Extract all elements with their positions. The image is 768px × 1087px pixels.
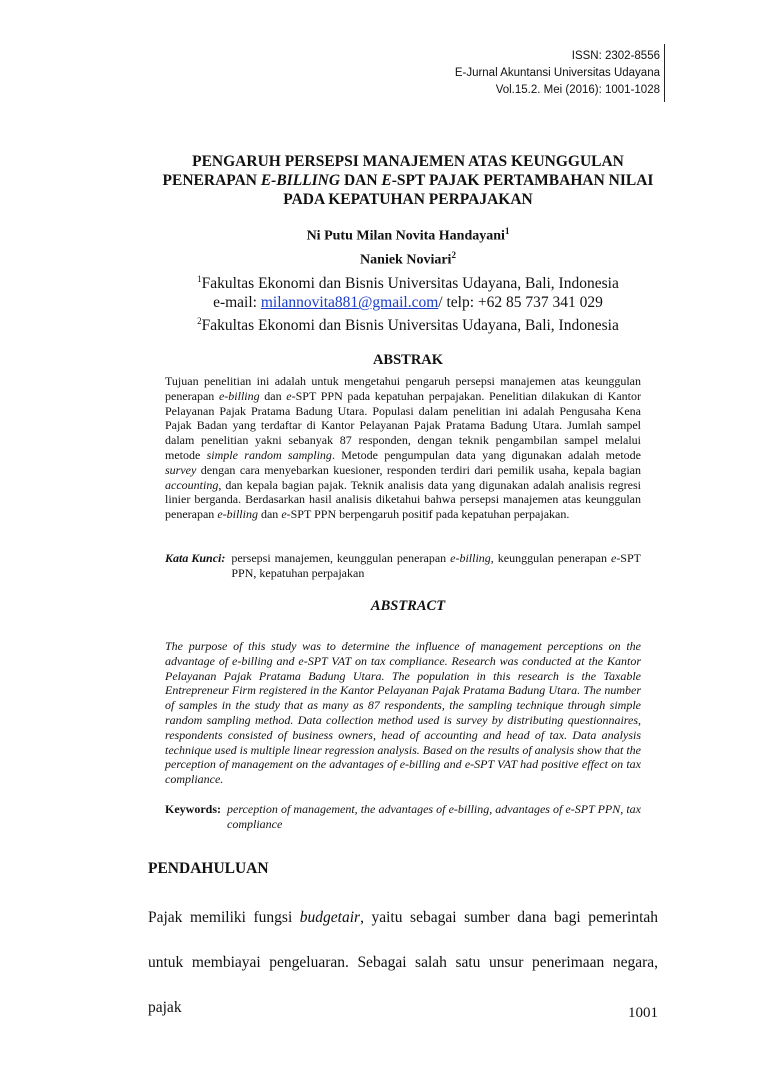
abstrak-emphasis: e-billing [218,388,260,403]
abstrak-emphasis: e [286,388,292,403]
aff-text: Fakultas Ekonomi dan Bisnis Universitas Udayana, Bali, Indonesia [201,275,619,293]
abstrak-text: dan [257,507,282,522]
aff-sup: 2 [197,316,202,327]
author-name: Naniek Noviari [360,252,452,268]
keywords-text: perception of management, the advantages of e-billing, advantages of e-SPT PPN, tax compliance [227,802,641,831]
intro-paragraph [148,895,658,1030]
author-1 [148,222,668,246]
journal-header [455,48,660,99]
title-line-3: PADA KEPATUHAN PERPAJAKAN [283,191,533,208]
author-list [148,222,668,269]
abstrak-text: . Metode pengumpulan data yang digunakan adalah metode [331,447,642,462]
title-text: DAN [340,172,382,189]
title-emphasis: E-BILLING [260,172,341,189]
kw-emphasis: e [610,551,617,565]
abstrak-emphasis: e [281,507,287,522]
abstrak-text: -SPT PPN berpengaruh positif pada kepatuhan perpajakan. [286,507,570,522]
abstrak-text: dan [259,388,287,403]
title-text: PENERAPAN [162,172,261,189]
title-line-2 [148,171,668,190]
keywords [165,802,641,832]
email-label: e-mail: [213,294,261,312]
author-name: Ni Putu Milan Novita Handayani [306,228,505,244]
abstrak-emphasis: accounting [165,477,219,492]
author-2 [148,246,668,270]
abstract-body: The purpose of this study was to determine the influence of management perceptions on the advantage of e-billing and e-SPT VAT on tax compliance. Research was conducted at the Kantor Pelayanan Pajak Pratama Badung Utara. The population in this research is the Taxable Entrepreneur Firm registered in the Kantor Pelayanan Pajak Pratama Badung Utara. The number of samples in the study that as many as 87 respondents, the sampling technique through simple random sampling method. Data collection method used is survey by distributing questionnaires, respondents consisted of business owners, head of accounting and head of tax. Data analysis technique used is multiple linear regression analysis. Based on the results of analysis show that the perception of management on the advantages of e-billing and e-SPT VAT had positive effect on tax compliance. [165,639,641,787]
intro-text: , yaitu sebagai sumber dana bagi pemerintah untuk membiayai pengeluaran. Sebagai salah satu unsur penerimaan negara, pajak [148,909,658,1016]
title-text: -SPT PAJAK PERTAMBAHAN NILAI [391,172,654,189]
abstrak-heading: ABSTRAK [372,352,444,368]
abstrak-text: -SPT PPN pada kepatuhan perpajakan. Penelitian dilakukan di Kantor Pelayanan Pajak Pratama Badung Utara. Populasi dalam penelitian ini adalah Pengusaha Kena Pajak Badan yang terdaftar di Kantor Pelayanan Pajak Pratama Badung Utara. Jumlah sampel dalam penelitian yakni sebanyak 87 responden, dengan teknik pengambilan sampel melalui metode [165,388,641,462]
issn: ISSN: 2302-8556 [571,50,660,62]
abstrak-text: , dan kepala bagian pajak. Teknik analisis data yang digunakan adalah analisis regresi linier berganda. Berdasarkan hasil analisis diketahui bahwa persepsi manajemen atas keunggulan penerapan [165,477,641,522]
intro-text: Pajak memiliki fungsi [148,909,300,926]
journal-volume: Vol.15.2. Mei (2016): 1001-1028 [495,84,660,96]
title-emphasis: E [381,172,392,189]
kata-kunci [165,551,641,581]
author-sup: 2 [451,249,456,260]
abstrak-text: dengan cara menyebarkan kuesioner, responden terdiri dari pemilik usaha, kepala bagian [196,462,641,477]
affiliations [148,270,668,335]
aff-text: Fakultas Ekonomi dan Bisnis Universitas Udayana, Bali, Indonesia [201,317,619,335]
intro-emphasis: budgetair [299,909,361,926]
abstrak-emphasis: survey [165,462,197,477]
affiliation-1 [148,270,668,293]
kw-text: -SPT PPN, kepatuhan perpajakan [231,551,641,580]
abstrak-text: Tujuan penelitian ini adalah untuk mengetahui pengaruh persepsi manajemen atas keunggulan penerapan [165,374,641,403]
phone-text: / telp: +62 85 737 341 029 [438,294,603,312]
author-sup: 1 [504,226,510,236]
email-link[interactable]: milannovita881@gmail.com [260,294,439,312]
aff-sup: 1 [197,274,202,284]
kw-emphasis: e-billing [450,551,491,565]
title-line-1: PENGARUH PERSEPSI MANAJEMEN ATAS KEUNGGULAN [192,153,624,170]
kata-kunci-label: Kata Kunci: [165,551,226,565]
keywords-label: Keywords: [165,802,221,816]
paper-title [148,152,668,209]
section-heading: PENDAHULUAN [148,860,269,877]
kw-text: , keunggulan penerapan [490,551,611,565]
kata-kunci-text [231,551,641,581]
kw-text: persepsi manajemen, keunggulan penerapan [231,551,451,565]
abstract-heading: ABSTRACT [370,598,446,614]
abstrak-emphasis: e-billing [217,507,258,522]
header-divider [664,44,665,102]
journal-name: E-Jurnal Akuntansi Universitas Udayana [454,67,660,79]
abstrak-emphasis: simple random sampling [206,447,332,462]
contact-line [148,293,668,312]
affiliation-2 [148,312,668,335]
page-number: 1001 [628,1005,658,1021]
abstrak-body [165,374,641,522]
